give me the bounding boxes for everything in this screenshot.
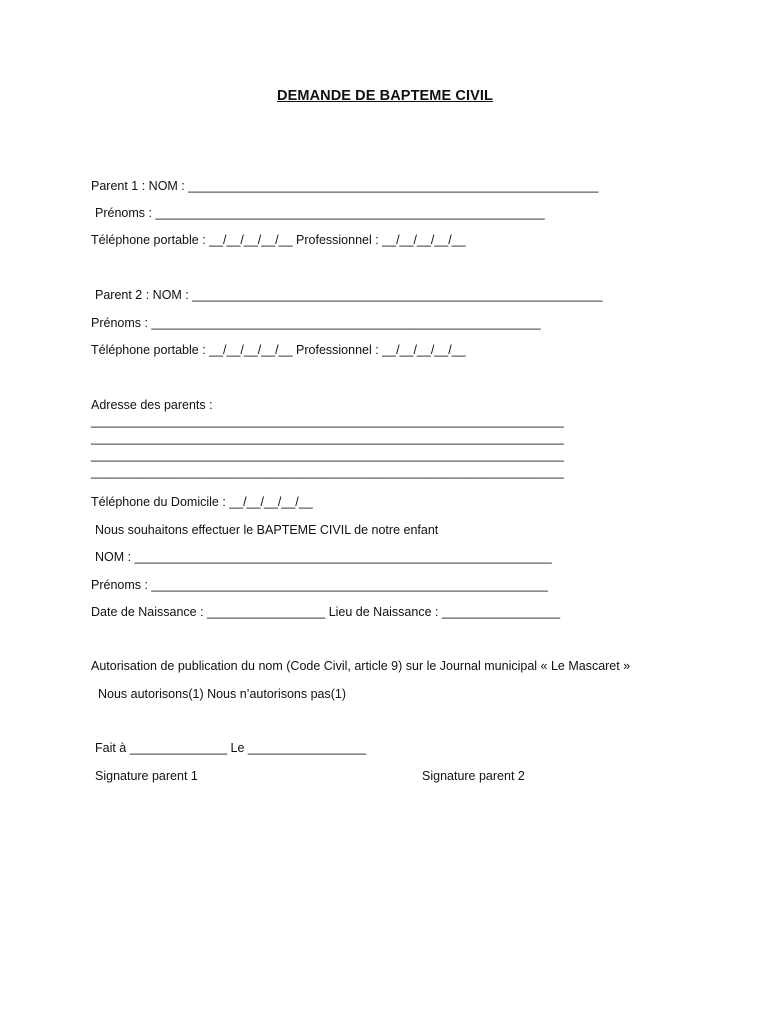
adresse-line[interactable]: ____________________________________________________________________ [91, 431, 564, 445]
parent1-prenoms-field[interactable]: Prénoms : ________________________________________________________ [95, 206, 545, 220]
form-title: DEMANDE DE BAPTEME CIVIL [277, 88, 493, 104]
signature-parent1-label: Signature parent 1 [95, 769, 198, 783]
telephone-domicile-field[interactable]: Téléphone du Domicile : __/__/__/__/__ [91, 495, 313, 509]
fait-field[interactable]: Fait à ______________ Le _________________ [95, 741, 367, 755]
enfant-nom-field[interactable]: NOM : ____________________________________________________________ [95, 550, 552, 564]
adresse-line[interactable]: ____________________________________________________________________ [91, 465, 564, 479]
enfant-naissance-field[interactable]: Date de Naissance : _________________ Lieu de Naissance : _________________ [91, 605, 561, 619]
parent1-nom-field[interactable]: Parent 1 : NOM : ___________________________________________________________ [91, 179, 599, 193]
signature-parent2-label: Signature parent 2 [422, 769, 525, 783]
parent2-prenoms-field[interactable]: Prénoms : ________________________________________________________ [91, 316, 541, 330]
enfant-intro: Nous souhaitons effectuer le BAPTEME CIVIL de notre enfant [95, 523, 439, 537]
adresse-label: Adresse des parents : [91, 398, 213, 412]
parent2-nom-field[interactable]: Parent 2 : NOM : ___________________________________________________________ [95, 288, 603, 302]
autorisation-options[interactable]: Nous autorisons(1) Nous n’autorisons pas(1) [98, 687, 347, 701]
autorisation-text: Autorisation de publication du nom (Code Civil, article 9) sur le Journal municipal « Le Mascaret » [91, 659, 631, 673]
adresse-line[interactable]: ____________________________________________________________________ [91, 414, 564, 428]
parent2-telephone-field[interactable]: Téléphone portable : __/__/__/__/__ Professionnel : __/__/__/__/__ [91, 343, 466, 357]
parent1-telephone-field[interactable]: Téléphone portable : __/__/__/__/__ Professionnel : __/__/__/__/__ [91, 233, 466, 247]
enfant-prenoms-field[interactable]: Prénoms : _________________________________________________________ [91, 578, 548, 592]
adresse-line[interactable]: ____________________________________________________________________ [91, 448, 564, 462]
